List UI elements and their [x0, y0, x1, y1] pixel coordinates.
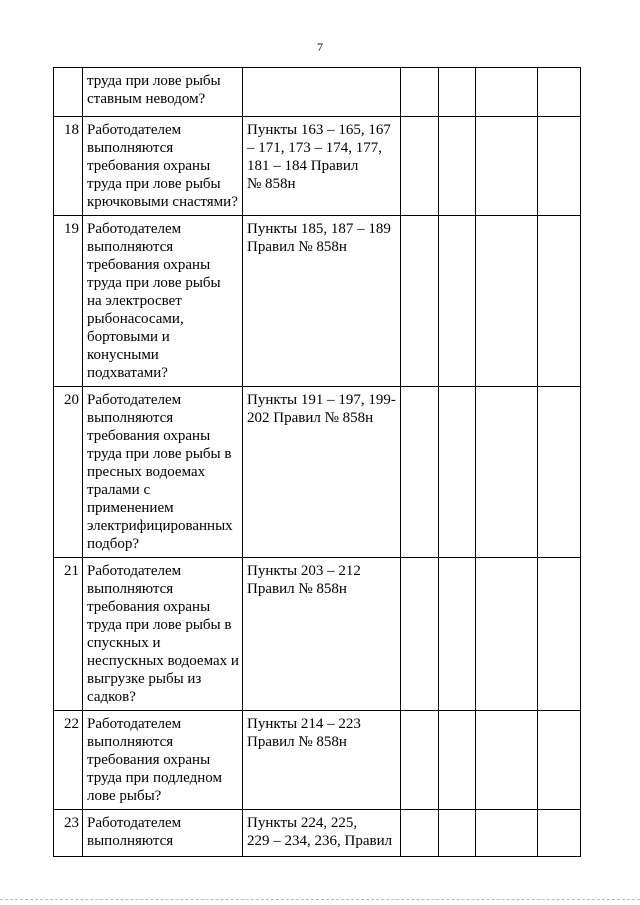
row-number: 23	[54, 810, 83, 857]
page-bottom-edge	[0, 899, 640, 900]
answer-yes-cell	[401, 810, 439, 857]
legal-reference	[243, 68, 401, 117]
legal-reference: Пункты 224, 225, 229 – 234, 236, Правил	[243, 810, 401, 857]
notes-cell	[538, 810, 581, 857]
answer-yes-cell	[401, 68, 439, 117]
checklist-table	[53, 67, 581, 857]
table-row	[54, 216, 581, 387]
not-applicable-cell	[476, 711, 538, 810]
page-number: 7	[317, 40, 323, 54]
answer-yes-cell	[401, 558, 439, 711]
table-row	[54, 810, 581, 857]
legal-reference: Пункты 191 – 197, 199- 202 Правил № 858н	[243, 387, 401, 558]
legal-reference: Пункты 214 – 223 Правил № 858н	[243, 711, 401, 810]
row-number: 21	[54, 558, 83, 711]
table-row	[54, 387, 581, 558]
row-number	[54, 68, 83, 117]
answer-yes-cell	[401, 387, 439, 558]
not-applicable-cell	[476, 387, 538, 558]
answer-no-cell	[439, 810, 476, 857]
requirement-text: труда при лове рыбы ставным неводом?	[83, 68, 243, 117]
not-applicable-cell	[476, 810, 538, 857]
row-number: 19	[54, 216, 83, 387]
answer-yes-cell	[401, 711, 439, 810]
requirement-text: Работодателем выполняются	[83, 810, 243, 857]
not-applicable-cell	[476, 117, 538, 216]
table-row	[54, 711, 581, 810]
legal-reference: Пункты 203 – 212 Правил № 858н	[243, 558, 401, 711]
requirement-text: Работодателем выполняются требования охраны труда при подледном лове рыбы?	[83, 711, 243, 810]
row-number: 18	[54, 117, 83, 216]
notes-cell	[538, 117, 581, 216]
answer-yes-cell	[401, 117, 439, 216]
notes-cell	[538, 711, 581, 810]
answer-no-cell	[439, 711, 476, 810]
table-row	[54, 68, 581, 117]
requirement-text: Работодателем выполняются требования охраны труда при лове рыбы крючковыми снастями?	[83, 117, 243, 216]
answer-no-cell	[439, 216, 476, 387]
notes-cell	[538, 387, 581, 558]
row-number: 22	[54, 711, 83, 810]
requirement-text: Работодателем выполняются требования охраны труда при лове рыбы на электросвет рыбонасосами, бортовыми и конусными подхватами?	[83, 216, 243, 387]
answer-no-cell	[439, 117, 476, 216]
answer-no-cell	[439, 558, 476, 711]
table-row	[54, 558, 581, 711]
not-applicable-cell	[476, 68, 538, 117]
answer-yes-cell	[401, 216, 439, 387]
not-applicable-cell	[476, 216, 538, 387]
legal-reference: Пункты 185, 187 – 189 Правил № 858н	[243, 216, 401, 387]
requirement-text: Работодателем выполняются требования охраны труда при лове рыбы в пресных водоемах тралами с применением электрифицированных подбор?	[83, 387, 243, 558]
requirement-text: Работодателем выполняются требования охраны труда при лове рыбы в спускных и неспускных водоемах и выгрузке рыбы из садков?	[83, 558, 243, 711]
notes-cell	[538, 216, 581, 387]
table-row	[54, 117, 581, 216]
notes-cell	[538, 558, 581, 711]
answer-no-cell	[439, 68, 476, 117]
answer-no-cell	[439, 387, 476, 558]
notes-cell	[538, 68, 581, 117]
legal-reference: Пункты 163 – 165, 167 – 171, 173 – 174, 177, 181 – 184 Правил № 858н	[243, 117, 401, 216]
not-applicable-cell	[476, 558, 538, 711]
row-number: 20	[54, 387, 83, 558]
